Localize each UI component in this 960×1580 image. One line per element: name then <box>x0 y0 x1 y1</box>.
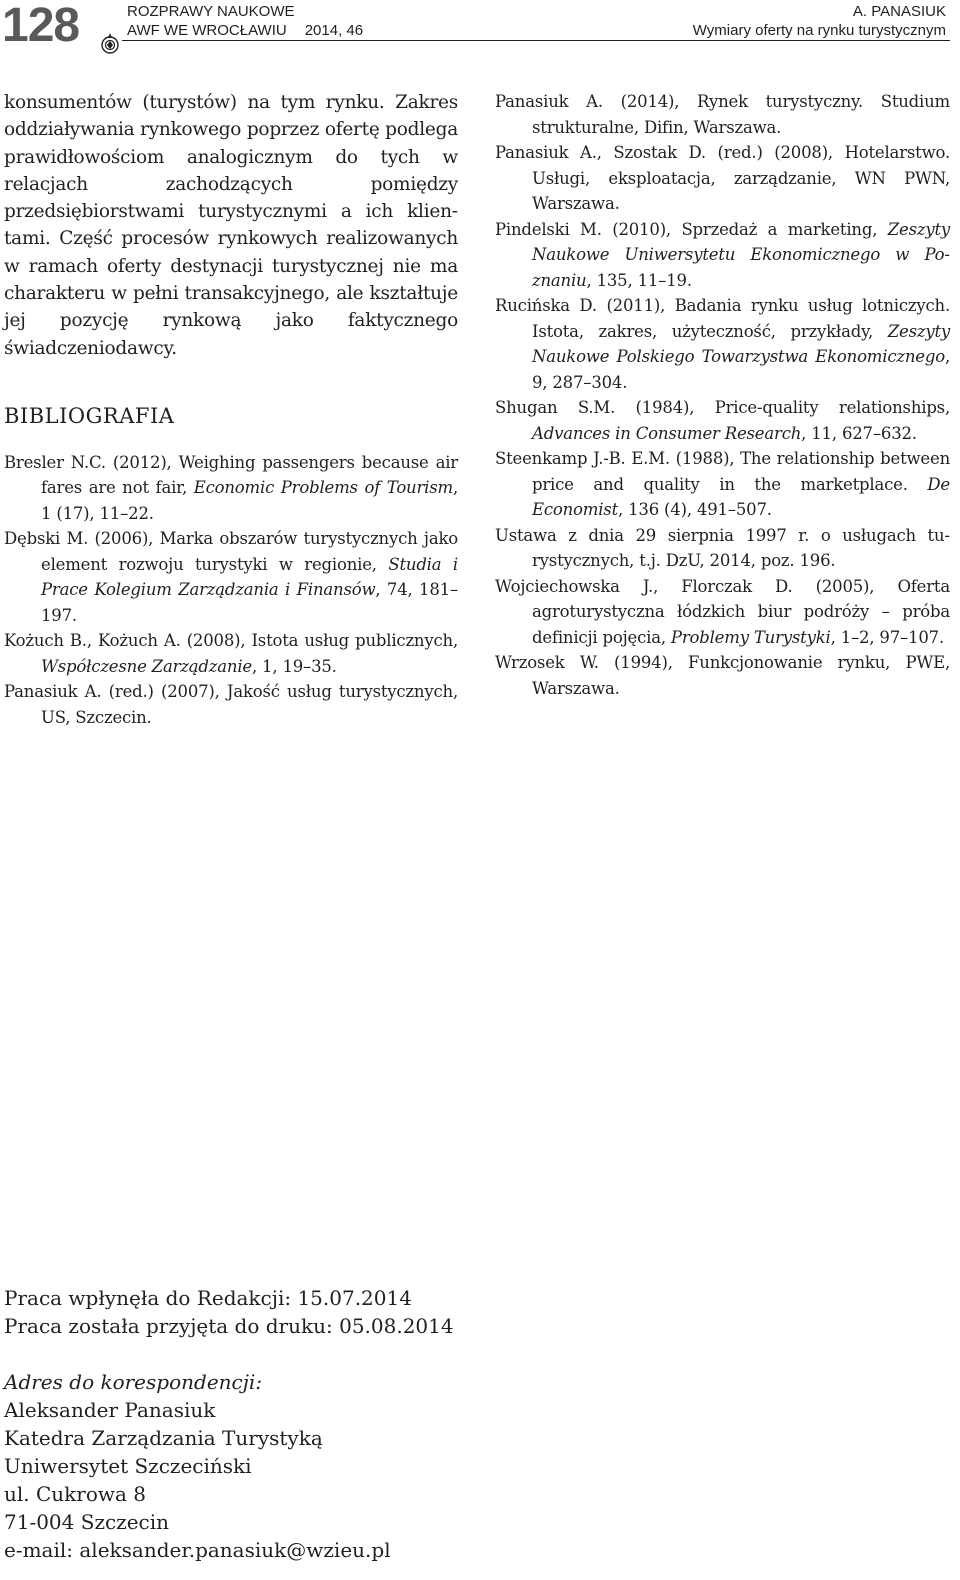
university: Uniwersytet Szczeciński <box>4 1454 252 1478</box>
issue-number: 2014, 46 <box>304 22 364 39</box>
journal-name-line1: ROZPRAWY NAUKOWE <box>127 3 295 20</box>
journal-name-line2: AWF WE WROCŁAWIU <box>127 22 287 39</box>
ref-details: , 11, 627–632. <box>801 423 917 443</box>
ref-source-title: Advances in Consumer Research <box>532 423 802 443</box>
header-rule <box>122 40 950 41</box>
ref-details: , 135, 11–19. <box>586 270 692 290</box>
ref-details: , 74, 181–197. <box>41 580 458 625</box>
ref-text: Panasiuk A., Szostak D. (red.) (2008), Hotelarstwo. Usługi, eksploatacja, zarządzanie, WN PWN, Warszawa. <box>495 143 950 213</box>
ref-text: Bresler N.C. (2012), Weighing passengers because air fares are not fair, <box>4 452 458 498</box>
ref-text: Wojciechowska J., Florczak D. (2005), Oferta agroturystyczna łódzkich biur podróży – próba definicji pojęcia, <box>495 576 950 647</box>
correspondence-label: Adres do korespondencji: <box>4 1370 263 1394</box>
accepted-date: Praca została przyjęta do druku: 05.08.2014 <box>4 1314 454 1338</box>
ref-details: , 136 (4), 491–507. <box>618 500 772 519</box>
bibliography-heading: BIBLIOGRAFIA <box>4 403 175 428</box>
ref-text: Wrzosek W. (1994), Funkcjonowanie rynku, PWE, Warszawa. <box>495 653 950 698</box>
city-address: 71-004 Szczecin <box>4 1510 170 1534</box>
awf-logo-icon <box>99 32 121 54</box>
bibliography-entry <box>495 523 950 574</box>
ref-text: Ustawa z dnia 29 sierpnia 1997 r. o usługach turystycznych, t.j. DzU, 2014, poz. 196. <box>495 525 950 570</box>
bibliography-entry <box>4 450 458 527</box>
ref-source-title: Współczesne Zarządzanie <box>41 656 252 676</box>
ref-details: , 1, 19–35. <box>251 656 337 676</box>
ref-details: , 9, 287–304. <box>532 347 950 392</box>
email-address: e-mail: aleksander.panasiuk@wzieu.pl <box>4 1538 391 1562</box>
running-title: Wymiary oferty na rynku turystycznym <box>692 22 946 39</box>
received-date: Praca wpłynęła do Redakcji: 15.07.2014 <box>4 1286 412 1310</box>
bibliography-entry <box>495 293 950 395</box>
ref-source-title: Economic Problems of Tourism <box>193 478 453 498</box>
left-column <box>4 89 458 730</box>
bibliography-list-left <box>4 450 458 731</box>
bibliography-list-right <box>495 89 950 701</box>
ref-source-title: De Economist <box>532 474 950 519</box>
bibliography-entry <box>495 650 950 701</box>
ref-text: Shugan S.M. (1984), Price-quality relationships, <box>495 398 950 417</box>
ref-source-title: Zeszyty Naukowe Uniwersytetu Ekonomicznego w Poznaniu <box>532 219 950 290</box>
ref-source-title: Studia i Prace Kolegium Zarządzania i Finansów <box>41 554 458 600</box>
article-info <box>693 2 946 40</box>
bibliography-entry <box>4 679 458 730</box>
article-footer <box>4 1284 904 1564</box>
bibliography-entry <box>495 140 950 217</box>
street-address: ul. Cukrowa 8 <box>4 1482 147 1506</box>
body-paragraph: konsumentów (turystów) na tym rynku. Zakres oddziaływania rynkowego poprzez ofertę podlega prawidłowościom analogicznym do tych w relacjach zachodzących pomiędzy przedsiębiorstwami turystycznymi a ich klientami. Część procesów rynkowych realizowanych w ramach oferty destynacji turystycznej nie ma charakteru w pełni transakcyjnego, ale kształtuje jej pozycję rynkową jako faktycznego świadczeniodawcy. <box>4 92 458 359</box>
ref-source-title: Zeszyty Naukowe Polskiego Towarzystwa Ekonomicznego <box>532 321 950 366</box>
ref-text: Kożuch B., Kożuch A. (2008), Istota usług publicznych, <box>4 631 458 651</box>
bibliography-entry <box>495 574 950 651</box>
right-column <box>495 89 950 701</box>
bibliography-entry <box>4 628 458 679</box>
journal-info <box>127 2 363 40</box>
bibliography-entry <box>495 395 950 446</box>
page-header <box>0 0 960 52</box>
ref-text: Steenkamp J.-B. E.M. (1988), The relationship between price and quality in the marketplace. <box>495 449 950 494</box>
bibliography-entry <box>495 217 950 294</box>
ref-source-title: Problemy Turystyki <box>670 627 831 647</box>
ref-details: , 1–2, 97–107. <box>830 627 945 647</box>
author-name: A. PANASIUK <box>852 3 946 20</box>
ref-text: Panasiuk A. (red.) (2007), Jakość usług turystycznych, US, Szczecin. <box>4 682 458 727</box>
ref-details: , 1 (17), 11–22. <box>41 478 459 523</box>
department: Katedra Zarządzania Turystyką <box>4 1426 323 1450</box>
bibliography-entry <box>495 89 950 140</box>
page-number: 128 <box>2 0 80 52</box>
ref-text: Rucińska D. (2011), Badania rynku usług lotniczych. Istota, zakres, użyteczność, przykłady, <box>495 296 950 341</box>
bibliography-entry <box>495 446 950 523</box>
bibliography-entry <box>4 526 458 628</box>
author-full-name: Aleksander Panasiuk <box>4 1398 216 1422</box>
ref-text: Panasiuk A. (2014), Rynek turystyczny. Studium strukturalne, Difin, Warszawa. <box>495 92 950 137</box>
ref-text: Pindelski M. (2010), Sprzedaż a marketing, <box>495 219 888 239</box>
ref-text: Dębski M. (2006), Marka obszarów turystycznych jako element rozwoju turystyki w regionie, <box>4 529 458 574</box>
